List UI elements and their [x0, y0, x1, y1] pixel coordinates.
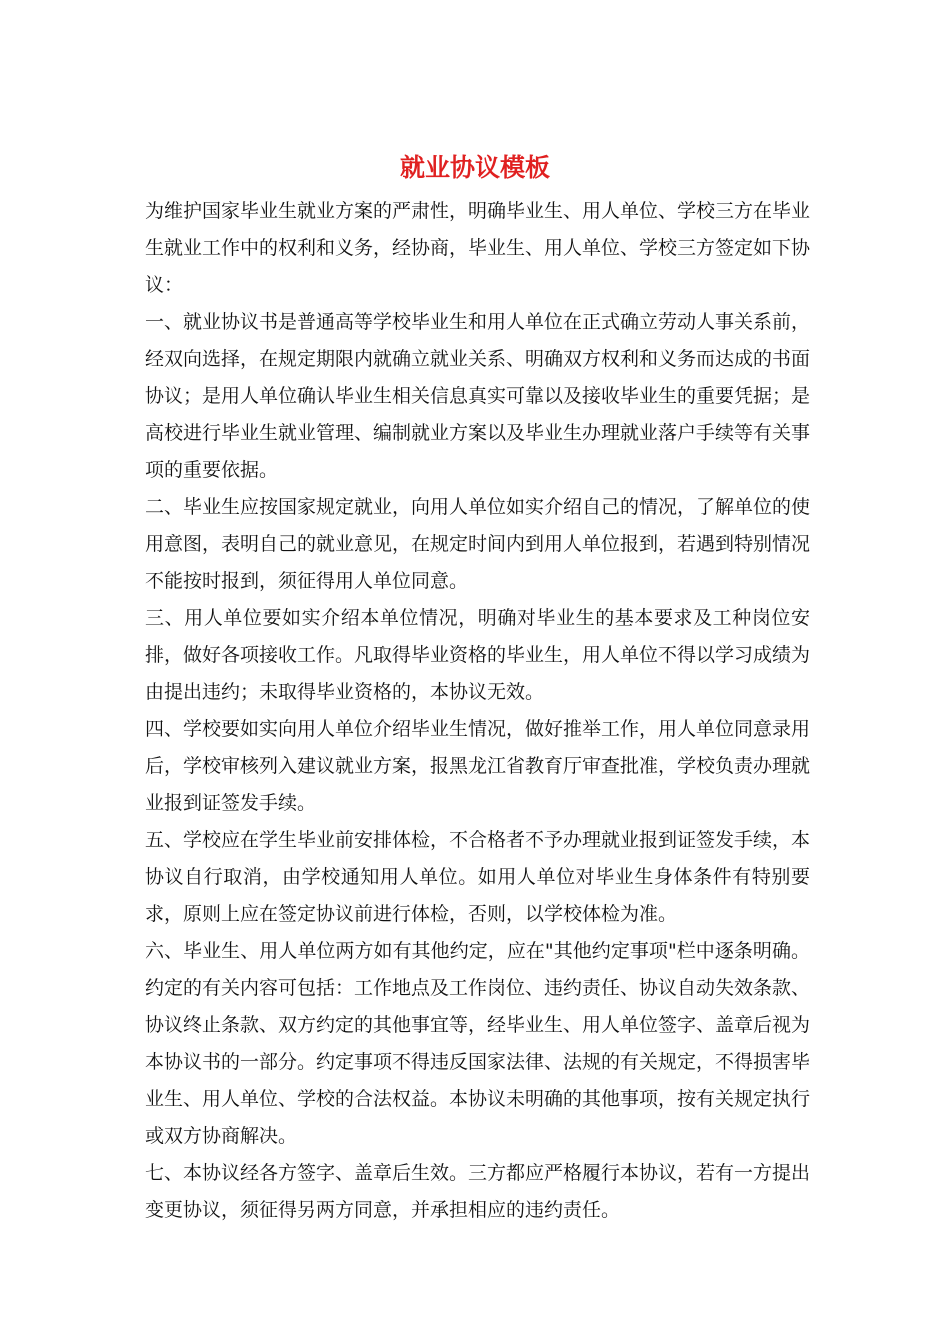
paragraph-clause-5: 五、学校应在学生毕业前安排体检，不合格者不予办理就业报到证签发手续，本协议自行取消，由学校通知用人单位。如用人单位对毕业生身体条件有特别要求，原则上应在签定协议前进行体检，否则，以学校体检为准。 [145, 829, 811, 925]
document-body [145, 193, 810, 1229]
paragraph-clause-6: 六、毕业生、用人单位两方如有其他约定，应在"其他约定事项"栏中逐条明确。约定的有关内容可包括：工作地点及工作岗位、违约责任、协议自动失效条款、协议终止条款、双方约定的其他事宜等，经毕业生、用人单位签字、盖章后视为本协议书的一部分。约定事项不得违反国家法律、法规的有关规定，不得损害毕业生、用人单位、学校的合法权益。本协议未明确的其他事项，按有关规定执行或双方协商解决。 [145, 940, 811, 1147]
document-title: 就业协议模板 [399, 153, 550, 182]
paragraph-clause-2: 二、毕业生应按国家规定就业，向用人单位如实介绍自己的情况，了解单位的使用意图，表明自己的就业意见，在规定时间内到用人单位报到，若遇到特别情况不能按时报到，须征得用人单位同意。 [145, 496, 811, 592]
paragraph-intro: 为维护国家毕业生就业方案的严肃性，明确毕业生、用人单位、学校三方在毕业生就业工作中的权利和义务，经协商，毕业生、用人单位、学校三方签定如下协议： [145, 200, 811, 296]
paragraph-clause-4: 四、学校要如实向用人单位介绍毕业生情况，做好推举工作，用人单位同意录用后，学校审核列入建议就业方案，报黑龙江省教育厅审查批准，学校负责办理就业报到证签发手续。 [145, 718, 811, 814]
paragraph-clause-7: 七、本协议经各方签字、盖章后生效。三方都应严格履行本协议，若有一方提出变更协议，须征得另两方同意，并承担相应的违约责任。 [145, 1162, 811, 1221]
paragraph-clause-3: 三、用人单位要如实介绍本单位情况，明确对毕业生的基本要求及工种岗位安排，做好各项接收工作。凡取得毕业资格的毕业生，用人单位不得以学习成绩为由提出违约；未取得毕业资格的，本协议无效。 [145, 607, 811, 703]
paragraph-clause-1: 一、就业协议书是普通高等学校毕业生和用人单位在正式确立劳动人事关系前，经双向选择，在规定期限内就确立就业关系、明确双方权利和义务而达成的书面协议；是用人单位确认毕业生相关信息真实可靠以及接收毕业生的重要凭据；是高校进行毕业生就业管理、编制就业方案以及毕业生办理就业落户手续等有关事项的重要依据。 [145, 311, 811, 481]
